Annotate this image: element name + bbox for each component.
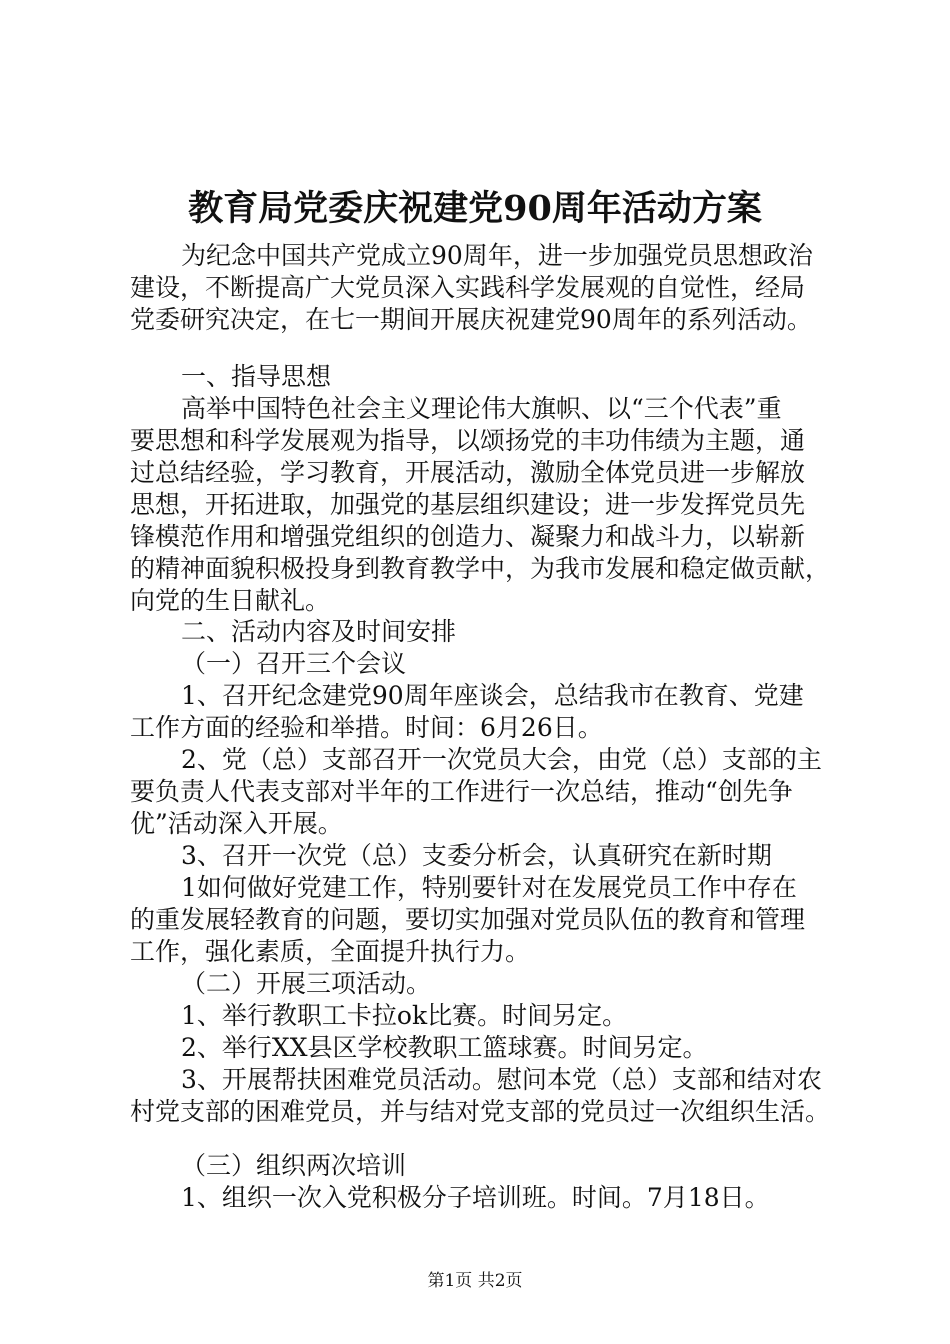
body-line: 2、举行XX县区学校教职工篮球赛。时间另定。 <box>181 1033 708 1062</box>
subsection-heading: （三）组织两次培训 <box>181 1151 407 1180</box>
body-line: 3、召开一次党（总）支委分析会，认真研究在新时期 <box>181 841 772 870</box>
section-heading: 一、指导思想 <box>181 362 332 391</box>
body-line: 村党支部的困难党员，并与结对党支部的党员过一次组织生活。 <box>130 1097 831 1126</box>
body-line: 高举中国特色社会主义理论伟大旗帜、以“三个代表”重 <box>181 394 782 423</box>
document-title: 教育局党委庆祝建党90周年活动方案 <box>188 188 762 229</box>
body-line: 为纪念中国共产党成立90周年，进一步加强党员思想政治 <box>181 241 813 270</box>
body-line: 3、开展帮扶困难党员活动。慰问本党（总）支部和结对农 <box>181 1065 822 1094</box>
body-line: 要思想和科学发展观为指导，以颂扬党的丰功伟绩为主题，通 <box>130 426 806 455</box>
body-line: 工作方面的经验和举措。时间：6月26日。 <box>130 713 603 742</box>
subsection-heading: （二）开展三项活动。 <box>181 969 432 998</box>
body-line: 向党的生日献礼。 <box>130 586 331 615</box>
body-line: 1、召开纪念建党90周年座谈会，总结我市在教育、党建 <box>181 681 804 710</box>
subsection-heading: （一）召开三个会议 <box>181 649 407 678</box>
body-line: 的重发展轻教育的问题，要切实加强对党员队伍的教育和管理 <box>130 905 806 934</box>
section-heading: 二、活动内容及时间安排 <box>181 617 457 646</box>
body-line: 要负责人代表支部对半年的工作进行一次总结，推动“创先争 <box>130 777 793 806</box>
body-line: 1如何做好党建工作，特别要针对在发展党员工作中存在 <box>181 873 797 902</box>
body-line: 1、举行教职工卡拉ok比赛。时间另定。 <box>181 1001 628 1030</box>
body-line: 锋模范作用和增强党组织的创造力、凝聚力和战斗力，以崭新 <box>130 522 806 551</box>
page-footer: 第1页 共2页 <box>427 1271 523 1291</box>
body-line: 2、党（总）支部召开一次党员大会，由党（总）支部的主 <box>181 745 822 774</box>
body-line: 1、组织一次入党积极分子培训班。时间。7月18日。 <box>181 1183 770 1212</box>
body-line: 优”活动深入开展。 <box>130 809 343 838</box>
body-line: 过总结经验，学习教育，开展活动，激励全体党员进一步解放 <box>130 458 806 487</box>
body-line: 的精神面貌积极投身到教育教学中，为我市发展和稳定做贡献， <box>130 554 831 583</box>
body-line: 党委研究决定，在七一期间开展庆祝建党90周年的系列活动。 <box>130 305 812 334</box>
body-line: 建设，不断提高广大党员深入实践科学发展观的自觉性，经局 <box>130 273 806 302</box>
body-line: 工作，强化素质，全面提升执行力。 <box>130 937 531 966</box>
body-line: 思想，开拓进取，加强党的基层组织建设；进一步发挥党员先 <box>130 490 806 519</box>
